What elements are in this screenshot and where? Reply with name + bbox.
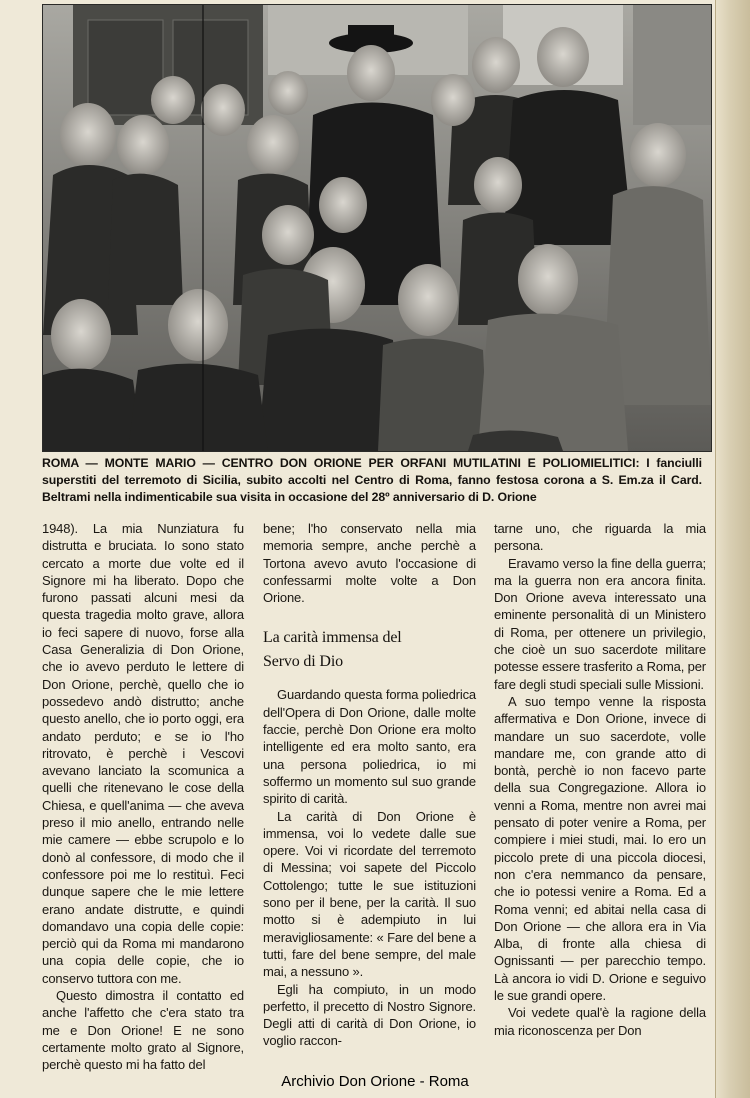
paragraph: La carità di Don Orione è immensa, voi lo vedete dalle sue opere. Voi vi ricordate del terremoto di Messina; voi sapete del Piccolo Cottolengo; tutte le sue istituzioni sono per il bene, per la carità. Il suo motto si è adempiuto in lui meravigliosamente: « Fare del bene a tutti, fare del bene sempre, del male mai, a nessuno ».	[263, 808, 476, 980]
heading-line: La carità immensa del	[263, 629, 402, 647]
paragraph: A suo tempo venne la risposta affermativa e Don Orione, invece di mandare un suo sacerdote, volle mandare me, con grande atto di bontà, perchè io non facevo parte della sua Congregazione. Allora io venni a Roma, mentre non avrei mai pensato di poter venire a Roma, per compiere i miei studi, mai. Io ero un piccolo prete di una piccola diocesi, non c'era nemmanco da pensare, che io potessi venire a Roma. Ed a Roma venni; ed abitai nella casa di Don Orione — che allora era in Via Alba, di fronte alla chiesa di Ognissanti — per parecchio tempo. Là ancora io vidi D. Orione e seguivo le sue grandi opere.	[494, 693, 706, 1004]
section-heading	[263, 626, 476, 674]
page-edge	[715, 0, 750, 1098]
paragraph: Eravamo verso la fine della guerra; ma la guerra non era ancora finita. Don Orione aveva interessato una eminente personalità di un Ministero di Roma, per ottenere un privilegio, che cioè un suo sacerdote militare potesse essere trasferito a Roma, per fare degli studi speciali sulle Missioni.	[494, 555, 706, 692]
group-photo	[42, 4, 712, 452]
paragraph: Egli ha compiuto, in un modo perfetto, il precetto di Nostro Signore. Degli atti di carità di Don Orione, io voglio raccon-	[263, 981, 476, 1049]
column-3	[494, 520, 706, 1039]
column-2	[263, 520, 476, 1050]
paragraph: Voi vedete qual'è la ragione della mia riconoscenza per Don	[494, 1005, 706, 1038]
archive-footer: Archivio Don Orione - Roma	[281, 1073, 469, 1090]
paragraph: bene; l'ho conservato nella mia memoria sempre, anche perchè a Tortona avevo avuto l'occasione di confessarmi molte volte a Don Orione.	[263, 521, 476, 606]
paragraph: Guardando questa forma poliedrica dell'Opera di Don Orione, dalle molte faccie, perchè Don Orione era molto intelligente ed era molto santo, era una persona poliedrica, io mi soffermo un momento sul suo grande spirito di carità.	[263, 687, 476, 807]
paragraph: Questo dimostra il contatto ed anche l'affetto che c'era stato tra me e Don Orione! E ne sono certamente molto grato al Signore, perchè questo mi ha fatto del	[42, 988, 244, 1073]
heading-line: Servo di Dio	[263, 653, 343, 671]
photo-caption: ROMA — MONTE MARIO — CENTRO DON ORIONE PER ORFANI MUTILATINI E POLIOMIELITICI: I fanciulli superstiti del terremoto di Sicilia, subito accolti nel Centro di Roma, fanno festosa corona a S. Em.za il Card. Beltrami nella indimenticabile sua visita in occasione del 28º anniversario di D. Orione	[42, 456, 702, 504]
paragraph: 1948). La mia Nunziatura fu distrutta e bruciata. Io sono stato cercato a morte due volte ed il Signore mi ha liberato. Dopo che furono passati alcuni mesi da questa tragedia molto grave, allora io feci sapere di nuovo, forse alla Casa Generalizia di Don Orione, che io avevo perduto le lettere di Don Orione, perchè, quello che io possedevo andò distrutto; anche questo anello, che io porto oggi, era andato perduto; e se io l'ho ritrovato, è perchè i Vescovi avevano lanciato la scomunica a quelli che ritenevano le cose della Chiesa, e quell'anima — che aveva preso il mio anello, entrando nelle mie camere — ebbe scrupolo e lo donò al confessore, di modo che il confessore poi me lo restituì. Feci dunque sapere che le mie lettere erano andate distrutte, e quindi domandavo una copia delle copie: perciò qui da Roma mi mandarono una copia delle copie, che io conservo tuttora con me.	[42, 521, 244, 986]
column-1	[42, 520, 244, 1074]
paragraph: tarne uno, che riguarda la mia persona.	[494, 521, 706, 554]
